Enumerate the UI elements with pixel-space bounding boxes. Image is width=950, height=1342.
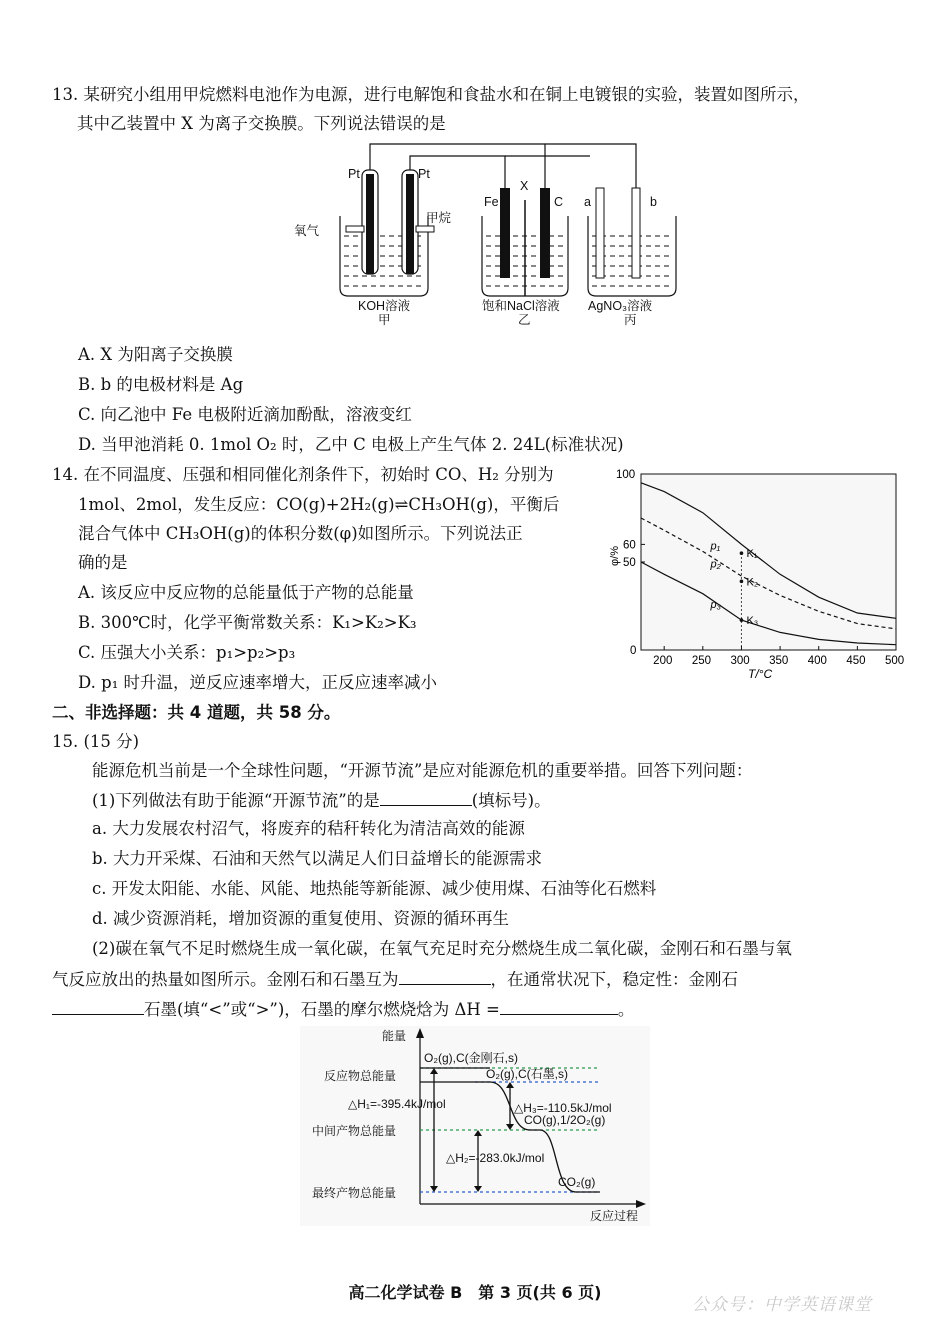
point-k2 xyxy=(740,580,744,584)
q13-option-d: D. 当甲池消耗 0. 1mol O₂ 时，乙中 C 电极上产生气体 2. 24L(标准状况) xyxy=(78,435,624,454)
point-label-k3: K₃ xyxy=(746,615,759,628)
q15-choice-c: c. 开发太阳能、水能、风能、地热能等新能源、减少使用煤、石油等化石燃料 xyxy=(92,879,657,898)
series-label-p3: p₃ xyxy=(710,598,722,611)
energy-x-axis-label: 反应过程 xyxy=(590,1209,639,1223)
q15-choice-d: d. 减少资源消耗，增加资源的重复使用、资源的循环再生 xyxy=(92,909,510,928)
x-tick-label: 250 xyxy=(691,655,712,667)
q13-stem-line2: 其中乙装置中 X 为离子交换膜。下列说法错误的是 xyxy=(77,114,446,133)
electrolysis-apparatus-figure xyxy=(290,138,680,328)
final-level-label: 最终产物总能量 xyxy=(312,1186,397,1200)
series-label-p2: p₂ xyxy=(710,558,721,571)
q15-part1-text: (1)下列做法有助于能源“开源节流”的是 xyxy=(92,791,380,810)
q14-stem-line3: 混合气体中 CH₃OH(g)的体积分数(φ)如图所示。下列说法正 xyxy=(78,524,523,543)
yi-label: 乙 xyxy=(518,313,531,327)
delta-h1-label: △H₁=-395.4kJ/mol xyxy=(348,1097,446,1111)
koh-label: KOH溶液 xyxy=(358,299,411,313)
x-tick-label: 400 xyxy=(807,655,827,667)
q14-stem-line2: 1mol、2mol，发生反应：CO(g)+2H₂(g)⇌CH₃OH(g)，平衡后 xyxy=(78,495,560,514)
phi-temperature-chart xyxy=(608,462,906,684)
q15-part1-answer-blank[interactable] xyxy=(380,789,472,806)
q13-option-b: B. b 的电极材料是 Ag xyxy=(78,375,244,394)
q15-choice-b: b. 大力开采煤、石油和天然气以满足人们日益增长的能源需求 xyxy=(92,849,543,868)
x-tick-label: 350 xyxy=(769,655,789,667)
q14-option-a: A. 该反应中反应物的总能量低于产物的总能量 xyxy=(78,583,414,602)
q15-enthalpy-blank[interactable] xyxy=(500,998,618,1015)
section-2-heading: 二、非选择题：共 4 道题，共 58 分。 xyxy=(52,703,341,722)
q14-option-c: C. 压强大小关系：p₁>p₂>p₃ xyxy=(78,643,296,662)
page-footer: 高二化学试卷 B 第 3 页(共 6 页) xyxy=(348,1283,602,1302)
reactant-level-label: 反应物总能量 xyxy=(324,1069,397,1083)
q15-part1-hint: (填标号)。 xyxy=(471,791,551,810)
point-label-k1: K₁ xyxy=(746,548,758,561)
point-label-k2: K₂ xyxy=(746,576,759,589)
q15-part2-text-c: 石墨(填“<”或“>”)，石墨的摩尔燃烧焓为 ΔH = xyxy=(144,1000,500,1019)
methane-label: 甲烷 xyxy=(426,211,452,225)
q15-part2-text-a: 气反应放出的热量如图所示。金刚石和石墨互为 xyxy=(52,970,399,989)
q15-intro: 能源危机当前是一个全球性问题，“开源节流”是应对能源危机的重要举措。回答下列问题： xyxy=(92,761,753,780)
series-label-p1: p₁ xyxy=(710,540,721,553)
species-co: CO(g),1/2O₂(g) xyxy=(524,1113,606,1127)
y-tick-label: 100 xyxy=(616,469,636,481)
q14-option-d: D. p₁ 时升温，逆反应速率增大，正反应速率减小 xyxy=(78,673,438,692)
y-tick-label: 60 xyxy=(623,539,636,552)
x-axis-label: T/°C xyxy=(748,667,773,681)
q15-part1 xyxy=(92,789,551,812)
species-co2: CO₂(g) xyxy=(558,1175,596,1189)
bing-label: 丙 xyxy=(624,313,637,327)
oxygen-label: 氧气 xyxy=(294,224,320,238)
pt-right-label: Pt xyxy=(418,167,430,181)
q14-stem-line1: 14. 在不同温度、压强和相同催化剂条件下，初始时 CO、H₂ 分别为 xyxy=(52,465,554,484)
q15-part2-line1: (2)碳在氧气不足时燃烧生成一氧化碳，在氧气充足时充分燃烧生成二氧化碳，金刚石和石墨与氧 xyxy=(92,939,792,958)
c-label: C xyxy=(554,195,564,209)
q15-part2-line3 xyxy=(52,998,634,1021)
q15-part2-text-d: 。 xyxy=(617,1000,635,1019)
pt-left-label: Pt xyxy=(348,167,360,181)
x-tick-label: 200 xyxy=(653,655,673,667)
y-tick-label: 50 xyxy=(623,557,636,569)
q13-stem-line1: 13. 某研究小组用甲烷燃料电池作为电源，进行电解饱和食盐水和在铜上电镀银的实验，装置如图所示， xyxy=(52,85,810,104)
q15-part2-text-b: ，在通常状况下，稳定性：金刚石 xyxy=(490,970,738,989)
species-graphite: O₂(g),C(石墨,s) xyxy=(486,1067,568,1081)
delta-h3-label: △H₃=-110.5kJ/mol xyxy=(514,1101,612,1115)
q14-option-b: B. 300℃时，化学平衡常数关系：K₁>K₂>K₃ xyxy=(78,613,417,632)
q15-stability-blank[interactable] xyxy=(52,998,144,1015)
energy-y-axis-label: 能量 xyxy=(382,1029,407,1043)
x-tick-label: 300 xyxy=(730,655,750,667)
fe-label: Fe xyxy=(484,195,499,209)
q14-stem-line4: 确的是 xyxy=(78,553,128,572)
y-axis-label: φ/% xyxy=(609,546,621,566)
q15-relationship-blank[interactable] xyxy=(399,968,491,985)
q13-option-c: C. 向乙池中 Fe 电极附近滴加酚酞，溶液变红 xyxy=(78,405,412,424)
energy-level-diagram xyxy=(300,1026,650,1226)
jia-label: 甲 xyxy=(378,313,391,327)
x-label: X xyxy=(520,179,529,193)
x-tick-label: 500 xyxy=(885,655,905,667)
agno3-label: AgNO₃溶液 xyxy=(588,299,653,313)
q13-option-a: A. X 为阳离子交换膜 xyxy=(78,345,233,364)
a-label: a xyxy=(584,195,591,209)
watermark: 公众号：中学英语课堂 xyxy=(692,1295,872,1315)
point-k1 xyxy=(740,551,744,555)
q15-part2-line2 xyxy=(52,968,738,991)
point-k3 xyxy=(740,618,744,622)
b-label: b xyxy=(650,195,657,209)
middle-level-label: 中间产物总能量 xyxy=(312,1124,397,1138)
q15-head: 15. (15 分) xyxy=(52,732,140,751)
q15-choice-a: a. 大力发展农村沼气，将废弃的秸秆转化为清洁高效的能源 xyxy=(92,819,525,838)
y-tick-label: 0 xyxy=(630,645,637,657)
delta-h2-label: △H₂=-283.0kJ/mol xyxy=(446,1151,545,1165)
x-tick-label: 450 xyxy=(846,655,866,667)
species-diamond: O₂(g),C(金刚石,s) xyxy=(424,1051,518,1065)
nacl-label: 饱和NaCl溶液 xyxy=(482,299,560,313)
